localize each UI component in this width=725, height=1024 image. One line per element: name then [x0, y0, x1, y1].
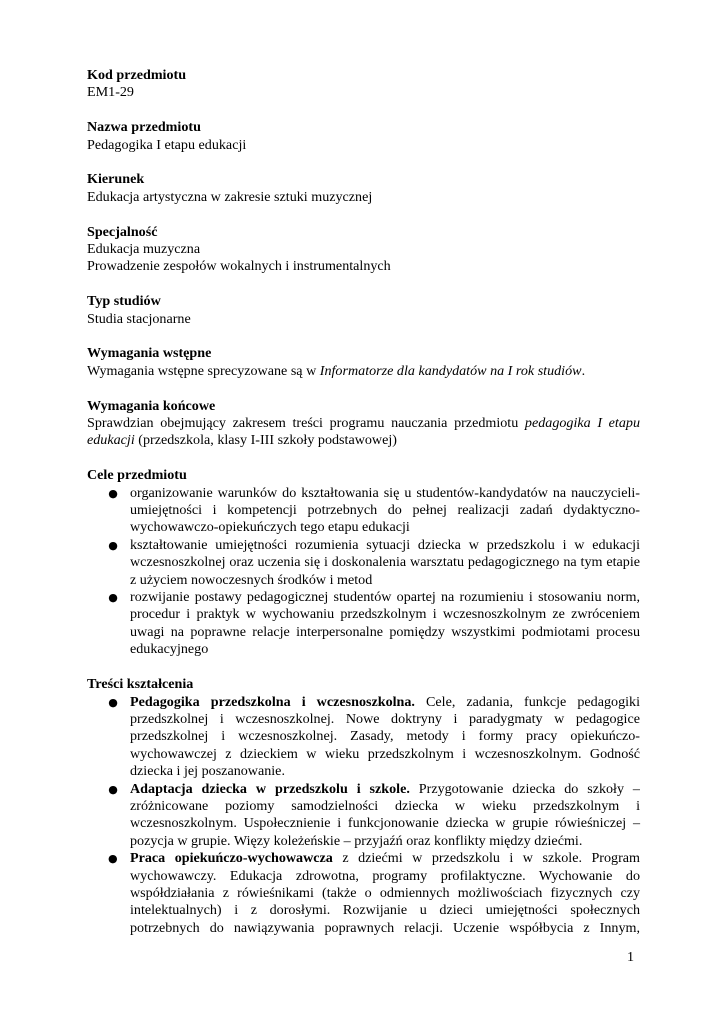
list-item-text: organizowanie warunków do kształtowania się u studentów-kandydatów na nauczycieli-umiejętności i kompetencji potrzebnych do pełnej realizacji zadań dydaktyczno-wychowawczo-opiekuńczych tego etapu edukacji [130, 484, 640, 536]
section-heading: Wymagania końcowe [87, 397, 216, 414]
section-heading: Typ studiów [87, 293, 161, 310]
text-run: Sprawdzian obejmujący zakresem treści programu nauczania przedmiotu [87, 415, 525, 432]
section-heading: Specjalność [87, 223, 158, 240]
list-item-bold-lead: Praca opiekuńczo-wychowawcza [130, 850, 333, 867]
section-typ-studiow [87, 293, 640, 328]
italic-text-run: pedagogika I etapu edukacji [87, 415, 640, 449]
list-item-bold-lead: Pedagogika przedszkolna i wczesnoszkolna. [130, 693, 415, 710]
document-body [87, 67, 640, 937]
bullet-icon: ● [108, 782, 118, 796]
text-run: Wymagania wstępne sprecyzowane są w [87, 362, 320, 379]
section-value: Pedagogika I etapu edukacji [87, 136, 247, 153]
section-value: EM1-29 [87, 84, 134, 101]
bullet-icon: ● [108, 695, 118, 709]
text-run: . [581, 362, 586, 379]
page-number: 1 [627, 949, 635, 965]
bullet-icon: ● [108, 538, 118, 552]
section-heading: Wymagania wstępne [87, 345, 212, 362]
text-run: (przedszkola, klasy I-III szkoły podstawowej) [134, 432, 397, 449]
section-value: Edukacja muzyczna [87, 241, 201, 258]
bullet-icon: ● [108, 591, 118, 605]
section-value: Edukacja artystyczna w zakresie sztuki muzycznej [87, 188, 373, 205]
section-kod-przedmiotu [87, 67, 640, 102]
list-item [87, 589, 640, 659]
section-value: Studia stacjonarne [87, 310, 191, 327]
bullet-icon: ● [108, 486, 118, 500]
section-specjalnosc [87, 224, 640, 276]
section-wymagania-koncowe [87, 398, 640, 450]
section-heading: Kierunek [87, 171, 145, 188]
italic-text-run: Informatorze dla kandydatów na I rok studiów [319, 362, 582, 379]
section-heading: Cele przedmiotu [87, 467, 187, 484]
section-tresci-ksztalcenia [87, 676, 640, 937]
section-value [87, 415, 640, 450]
section-cele-przedmiotu [87, 467, 640, 658]
list-item-text: rozwijanie postawy pedagogicznej studentów opartej na rozumieniu i stosowaniu norm, procedur i praktyk w wychowaniu przedszkolnym i wczesnoszkolnym ze zwróceniem uwagi na poprawne relacje interpersonalne pomiędzy wszystkimi podmiotami procesu edukacyjnego [130, 589, 640, 658]
list-item [87, 537, 640, 589]
bullet-list [87, 694, 640, 938]
section-heading: Kod przedmiotu [87, 67, 187, 83]
section-wymagania-wstepne [87, 345, 640, 380]
list-item-text: kształtowanie umiejętności rozumienia sytuacji dziecka w przedszkolu i w edukacji wczesnoszkolnej oraz uczenia się i doskonalenia warsztatu pedagogicznego na tym etapie z użyciem nowoczesnych środków i metod [130, 536, 640, 588]
section-heading: Treści kształcenia [87, 676, 194, 693]
section-heading: Nazwa przedmiotu [87, 119, 201, 136]
list-item-bold-lead: Adaptacja dziecka w przedszkolu i szkole. [130, 780, 410, 797]
list-item-text: Przygotowanie dziecka do szkoły – zróżnicowane poziomy samodzielności dziecka w wieku przedszkolnym i wczesnoszkolnym. Uspołecznienie i funkcjonowanie dziecka w grupie rówieśniczej – pozycja w grupie. Więzy koleżeńskie – przyjaźń oraz konflikty między dziećmi. [130, 780, 640, 849]
section-kierunek [87, 171, 640, 206]
section-value [87, 363, 640, 380]
bullet-list [87, 485, 640, 659]
bullet-icon: ● [108, 852, 118, 866]
list-item [87, 781, 640, 851]
list-item-text: z dziećmi w przedszkolu i w szkole. Program wychowawczy. Edukacja zdrowotna, programy profilaktyczne. Wychowanie do współdziałania z rówieśnikami (także o odmiennych możliwościach fizycznych czy intelektualnych) i z dorosłymi. Rozwijanie u dzieci umiejętności społecznych potrzebnych do nawiązywania poprawnych relacji. Uczenie współbycia z Innym, [130, 850, 641, 936]
list-item-text: Cele, zadania, funkcje pedagogiki przedszkolnej i wczesnoszkolnej. Nowe doktryny i paradygmaty w pedagogice przedszkolnej i wczesnoszkolnej. Zasady, metody i formy pracy opiekuńczo-wychowawczej z dzieckiem w wieku przedszkolnym i wczesnoszkolnym. Godność dziecka i jej poszanowanie. [130, 693, 640, 780]
section-nazwa-przedmiotu [87, 119, 640, 154]
list-item [87, 694, 640, 781]
section-value: Prowadzenie zespołów wokalnych i instrumentalnych [87, 258, 391, 275]
list-item [87, 850, 640, 937]
list-item [87, 485, 640, 537]
